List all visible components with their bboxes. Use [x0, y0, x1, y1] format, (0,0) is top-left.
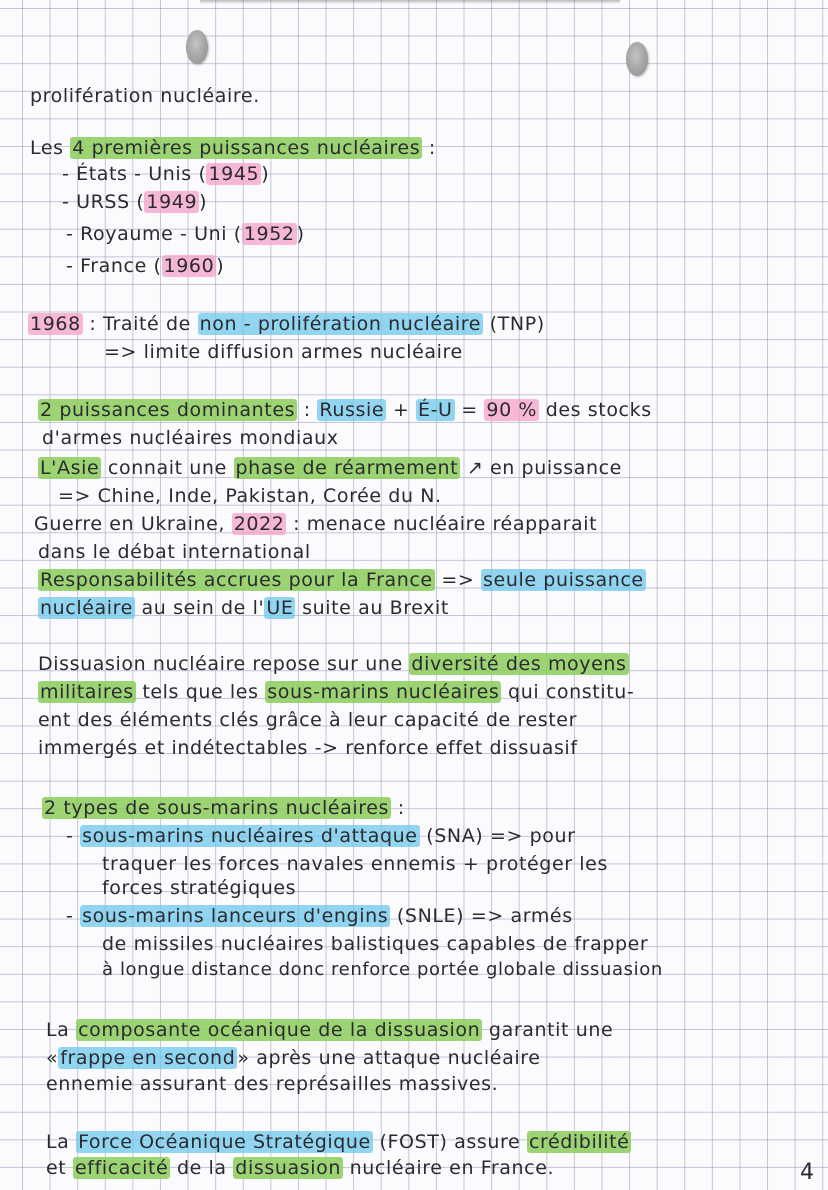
first-powers-prefix: Les [30, 137, 64, 159]
heading-continuation [30, 84, 260, 108]
treaty-consequence-text: => limite diffusion armes nucléaire [104, 341, 463, 363]
fost-text: et [46, 1157, 67, 1179]
dominant-line [38, 398, 652, 422]
france-after: suite au Brexit [302, 597, 449, 619]
snle-text: de missiles nucléaires balistiques capables de frapper [102, 933, 649, 955]
deterrence-text: ent des éléments clés grâce à leur capacité de rester [38, 709, 578, 731]
binder-hole-right [626, 42, 648, 76]
france-ue: UE [266, 597, 294, 619]
asia-countries [58, 484, 442, 508]
fost-highlight: Force Océanique Stratégique [78, 1131, 371, 1153]
asia-after: ↗ en puissance [466, 457, 622, 479]
oceanic-line2 [46, 1046, 541, 1070]
dominant-line2 [42, 426, 339, 450]
france-highlight: Responsabilités accrues pour la France [40, 569, 433, 591]
dominant-title: 2 puissances dominantes [40, 399, 296, 421]
ukraine-line2-text: dans le débat international [38, 541, 311, 563]
colon: : [303, 399, 311, 421]
submarines-title: 2 types de sous-marins nucléaires [44, 797, 390, 819]
treaty-text: : Traité de [89, 313, 191, 335]
dominant-line2-text: d'armes nucléaires mondiaux [42, 427, 339, 449]
paren: ) [199, 191, 208, 213]
page-top-shadow [200, 0, 620, 4]
treaty-line [28, 312, 545, 336]
snle-text: à longue distance donc renforce portée globale dissuasion [102, 959, 663, 980]
deterrence-highlight: diversité des moyens [411, 653, 627, 675]
deterrence-text: immergés et indétectables -> renforce effet dissuasif [38, 737, 578, 759]
oceanic-text: garantit une [488, 1019, 614, 1041]
sna-line2 [102, 852, 608, 876]
colon: : [428, 137, 436, 159]
deterrence-line2 [38, 680, 634, 704]
year-badge: 1949 [146, 191, 198, 213]
country: - États - Unis ( [62, 163, 207, 185]
oceanic-text: ennemie assurant des représailles massives. [46, 1073, 499, 1095]
percent-badge: 90 % [486, 399, 538, 421]
snle-line2 [102, 932, 648, 956]
oceanic-text: » après une attaque nucléaire [237, 1047, 541, 1069]
first-powers-item [66, 222, 305, 246]
country: - Royaume - Uni ( [66, 223, 242, 245]
sna-text: traquer les forces navales ennemis + protéger les [102, 853, 608, 875]
dominant-rest: des stocks [545, 399, 652, 421]
ukraine-line2 [38, 540, 311, 564]
usa: É-U [417, 399, 453, 421]
deterrence-text: qui constitu- [508, 681, 635, 703]
fost-highlight: efficacité [74, 1157, 169, 1179]
treaty-highlight: non - prolifération nucléaire [199, 313, 482, 335]
arrow: => [441, 569, 475, 591]
asia-countries-text: => Chine, Inde, Pakistan, Corée du N. [58, 485, 442, 507]
deterrence-highlight: militaires [40, 681, 134, 703]
bullet: - [66, 905, 74, 927]
asia-word: L'Asie [40, 457, 100, 479]
country: - France ( [66, 255, 162, 277]
deterrence-highlight: sous-marins nucléaires [267, 681, 500, 703]
fost-text: La [46, 1131, 70, 1153]
fost-highlight: dissuasion [235, 1157, 341, 1179]
snle-line3 [102, 958, 663, 982]
first-powers-item [66, 254, 224, 278]
france-blue2: nucléaire [40, 597, 133, 619]
asia-highlight: phase de réarmement [235, 457, 459, 479]
deterrence-line1 [38, 652, 629, 676]
year-badge: 1952 [243, 223, 295, 245]
france-line2 [38, 596, 449, 620]
snle-highlight: sous-marins lanceurs d'engins [82, 905, 389, 927]
first-powers-title: 4 premières puissances nucléaires [72, 137, 421, 159]
fost-line2 [46, 1156, 554, 1180]
paren: ) [261, 163, 270, 185]
treaty-year: 1968 [30, 313, 81, 335]
snle-line1 [66, 904, 573, 928]
plus: + [392, 399, 410, 421]
treaty-consequence [104, 340, 463, 364]
oceanic-text: La [46, 1019, 70, 1041]
colon: : [397, 797, 405, 819]
asia-line [38, 456, 622, 480]
deterrence-line4 [38, 736, 578, 760]
ukraine-year: 2022 [233, 513, 285, 535]
sna-line1 [66, 824, 576, 848]
fost-text: de la [176, 1157, 227, 1179]
fost-highlight: crédibilité [528, 1131, 630, 1153]
fost-text: nucléaire en France. [349, 1157, 555, 1179]
year-badge: 1960 [163, 255, 215, 277]
bullet: - [66, 825, 74, 847]
year-badge: 1945 [208, 163, 260, 185]
quote-open: « [46, 1047, 59, 1069]
oceanic-highlight: composante océanique de la dissuasion [78, 1019, 481, 1041]
france-line [38, 568, 646, 592]
snle-after: (SNLE) => armés [396, 905, 573, 927]
deterrence-text: tels que les [142, 681, 259, 703]
heading-text: prolifération nucléaire. [30, 85, 260, 107]
russia: Russie [319, 399, 385, 421]
oceanic-line1 [46, 1018, 613, 1042]
fost-text: (FOST) assure [379, 1131, 521, 1153]
oceanic-line3 [46, 1072, 498, 1096]
page-number: 4 [800, 1160, 814, 1185]
submarines-heading [42, 796, 405, 820]
treaty-acronym: (TNP) [489, 313, 545, 335]
asia-mid: connait une [107, 457, 227, 479]
ukraine-before: Guerre en Ukraine, [34, 513, 226, 535]
deterrence-text: Dissuasion nucléaire repose sur une [38, 653, 403, 675]
fost-line1 [46, 1130, 631, 1154]
country: - URSS ( [62, 191, 145, 213]
sna-after: (SNA) => pour [426, 825, 576, 847]
ukraine-after: : menace nucléaire réapparait [293, 513, 598, 535]
oceanic-highlight: frappe en second [60, 1047, 236, 1069]
first-powers-heading [30, 136, 436, 160]
sna-line3 [102, 876, 296, 900]
binder-hole-left [186, 30, 208, 64]
deterrence-line3 [38, 708, 577, 732]
first-powers-item [62, 162, 269, 186]
sna-text: forces stratégiques [102, 877, 297, 899]
equals: = [461, 399, 478, 421]
paren: ) [296, 223, 305, 245]
sna-highlight: sous-marins nucléaires d'attaque [82, 825, 418, 847]
france-blue1: seule puissance [483, 569, 644, 591]
first-powers-item [62, 190, 207, 214]
france-mid: au sein de l' [141, 597, 265, 619]
paren: ) [216, 255, 225, 277]
ukraine-line [34, 512, 597, 536]
